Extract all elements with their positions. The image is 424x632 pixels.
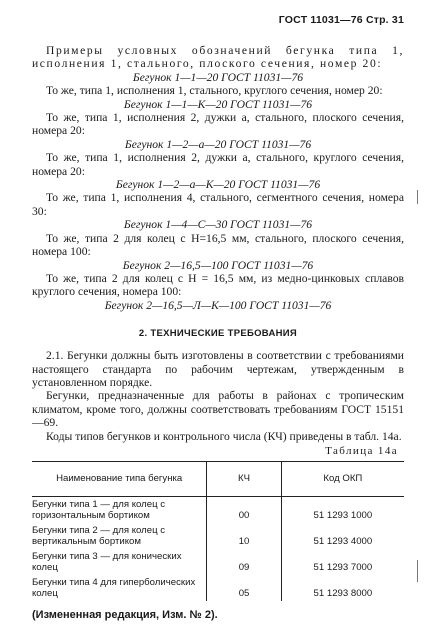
example-description: То же, типа 1, исполнения 2, дужки а, стального, плоского сечения, номера 20: xyxy=(32,111,404,138)
example-description: То же, типа 1, исполнения 4, стального, сегментного сечения, номера 30: xyxy=(32,191,404,218)
page-header: ГОСТ 11031—76 Стр. 31 xyxy=(278,14,404,26)
example-designation: Бегунок 1—1—К—20 ГОСТ 11031—76 xyxy=(123,97,313,111)
scan-margin-mark xyxy=(417,190,418,204)
cell-okp: 51 1293 8000 xyxy=(281,575,404,601)
example-designation: Бегунок 2—16,5—Л—К—100 ГОСТ 11031—76 xyxy=(104,298,332,312)
example-designation: Бегунок 1—1—20 ГОСТ 11031—76 xyxy=(132,70,304,84)
table-row xyxy=(32,575,404,601)
cell-type-name: Бегунки типа 2 — для колец с вертикальным бортиком xyxy=(32,524,166,547)
section-title: 2. ТЕХНИЧЕСКИЕ ТРЕБОВАНИЯ xyxy=(138,328,298,340)
column-header-name: Наименование типа бегунка xyxy=(32,461,207,496)
cell-okp: 51 1293 1000 xyxy=(281,496,404,523)
table-row xyxy=(32,496,404,523)
column-header-okp: Код ОКП xyxy=(281,461,404,496)
table-row xyxy=(32,523,404,549)
cell-kc: 09 xyxy=(207,549,281,575)
cell-okp: 51 1293 7000 xyxy=(281,549,404,575)
column-header-kc: КЧ xyxy=(207,461,281,496)
cell-kc: 05 xyxy=(207,575,281,601)
example-designation: Бегунок 1—2—а—20 ГОСТ 11031—76 xyxy=(124,137,312,151)
cell-type-name: Бегунки типа 1 — для колец с горизонтальным бортиком xyxy=(32,498,166,521)
example-description: То же, типа 2 для колец с Н=16,5 мм, стального, плоского сечения, номера 100: xyxy=(32,231,404,259)
page-content xyxy=(32,44,404,621)
example-description: То же, типа 1, исполнения 2, дужки а, стального, круглого сечения, номера 20: xyxy=(32,151,404,178)
table-header-row xyxy=(32,461,404,496)
cell-type-name: Бегунки типа 3 — для конических колец xyxy=(32,550,182,573)
example-designation: Бегунок 1—2—а—К—20 ГОСТ 11031—76 xyxy=(115,178,321,192)
examples-intro: Примеры условных обозначений бегунка типа 1, исполнения 1, стального, плоского сечения, номер 20: xyxy=(32,44,404,71)
cell-okp: 51 1293 4000 xyxy=(281,523,404,549)
example-description: То же, типа 2 для колец с Н = 16,5 мм, из медно-цинковых сплавов круглого сечения, номера 100: xyxy=(32,271,404,299)
cell-kc: 10 xyxy=(207,523,281,549)
scan-margin-mark xyxy=(417,560,418,582)
table-caption: Таблица 14а xyxy=(325,444,398,457)
amendment-note: (Измененная редакция, Изм. № 2). xyxy=(32,608,218,621)
example-designation: Бегунок 2—16,5—100 ГОСТ 11031—76 xyxy=(122,258,314,272)
codes-table xyxy=(32,461,404,601)
cell-kc: 00 xyxy=(207,496,281,523)
table-row xyxy=(32,549,404,575)
paragraph-codes: Коды типов бегунков и контрольного числа (КЧ) приведены в табл. 14а. xyxy=(46,429,402,443)
paragraph-tropical: Бегунки, предназначенные для работы в районах с тропическим климатом, кроме того, должны соответствовать требованиям ГОСТ 15151—69. xyxy=(32,389,404,430)
example-designation: Бегунок 1—4—С—30 ГОСТ 11031—76 xyxy=(123,218,313,232)
paragraph-2-1: 2.1. Бегунки должны быть изготовлены в соответствии с требованиями настоящего стандарта по рабочим чертежам, утвержденным в установленном порядке. xyxy=(32,349,404,389)
cell-type-name: Бегунки типа 4 для гиперболических колец xyxy=(32,576,196,599)
example-description: То же, типа 1, исполнения 1, стального, круглого сечения, номер 20: xyxy=(46,84,383,98)
